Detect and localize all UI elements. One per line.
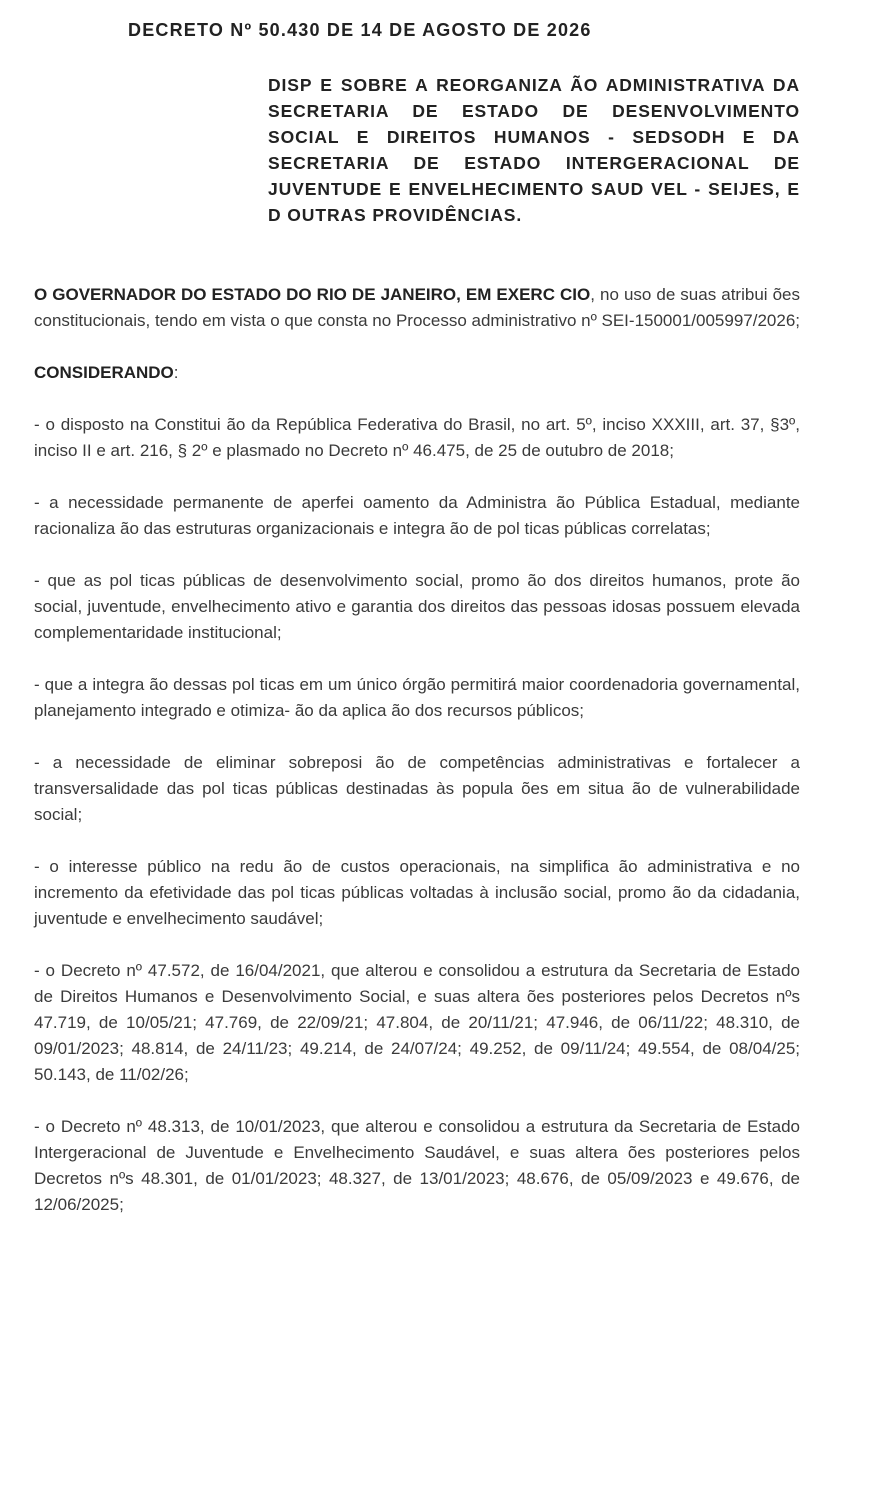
decree-ementa [268, 72, 800, 228]
decree-title: DECRETO Nº 50.430 DE 14 DE AGOSTO DE 2026 [128, 20, 592, 40]
clause-paragraph: - o disposto na Constitui ão da República Federativa do Brasil, no art. 5º, inciso XXXIII, art. 37, §3º, inciso II e art. 216, § 2º e plasmado no Decreto nº 46.475, de 25 de outubro de 2018; [34, 415, 800, 460]
intro-rest: , no uso de suas atribui ões constitucionais, tendo em vista o que consta no Processo administrativo nº SEI-150001/005997/2026; [34, 285, 801, 330]
clause-paragraph: - a necessidade permanente de aperfei oamento da Administra ão Pública Estadual, mediante racionaliza ão das estruturas organizacionais e integra ão de pol ticas públicas correlatas; [34, 493, 800, 538]
intro-paragraph [34, 282, 800, 334]
ementa-text: DISP E SOBRE A REORGANIZA ÃO ADMINISTRATIVA DA SECRETARIA DE ESTADO DE DESENVOLVIMENTO SOCIAL E DIREITOS HUMANOS - SEDSODH E DA SECRETARIA DE ESTADO INTERGERACIONAL DE JUVENTUDE E ENVELHECIMENTO SAUD VEL - SEIJES, E D OUTRAS PROVIDÊNCIAS. [268, 75, 800, 225]
considerando-heading [34, 360, 800, 386]
clause-paragraph: - o Decreto nº 48.313, de 10/01/2023, que alterou e consolidou a estrutura da Secretaria de Estado Intergeracional de Juventude e Envelhecimento Saudável, e suas altera ões posteriores pelos Decretos nºs 48.301, de 01/01/2023; 48.327, de 13/01/2023; 48.676, de 05/09/2023 e 49.676, de 12/06/2025; [34, 1117, 800, 1214]
clause-paragraph: - a necessidade de eliminar sobreposi ão de competências administrativas e fortalecer a transversalidade das pol ticas públicas destinadas às popula ões em situa ão de vulnerabilidade social; [34, 753, 800, 824]
considerando-label: CONSIDERANDO [34, 363, 174, 382]
clause-paragraph: - o Decreto nº 47.572, de 16/04/2021, que alterou e consolidou a estrutura da Secretaria de Estado de Direitos Humanos e Desenvolvimento Social, e suas altera ões posteriores pelos Decretos nºs 47.719, de 10/05/21; 47.769, de 22/09/21; 47.804, de 20/11/21; 47.946, de 06/11/22; 48.310, de 09/01/2023; 48.814, de 24/11/23; 49.214, de 24/07/24; 49.252, de 09/11/24; 49.554, de 08/04/25; 50.143, de 11/02/26; [34, 961, 800, 1084]
clause-paragraph: - que a integra ão dessas pol ticas em um único órgão permitirá maior coordenadoria governamental, planejamento integrado e otimiza- ão da aplica ão dos recursos públicos; [34, 675, 800, 720]
intro-lead: O GOVERNADOR DO ESTADO DO RIO DE JANEIRO, EM EXERC CIO [34, 285, 591, 304]
decree-body [34, 282, 800, 1244]
considerando-colon: : [173, 363, 179, 382]
clause-paragraph: - o interesse público na redu ão de custos operacionais, na simplifica ão administrativa e no incremento da efetividade das pol ticas públicas voltadas à inclusão social, promo ão da cidadania, juventude e envelhecimento saudável; [34, 857, 800, 928]
clause-paragraph: - que as pol ticas públicas de desenvolvimento social, promo ão dos direitos humanos, prote ão social, juventude, envelhecimento ativo e garantia dos direitos das pessoas idosas possuem elevada complementaridade institucional; [34, 571, 800, 642]
